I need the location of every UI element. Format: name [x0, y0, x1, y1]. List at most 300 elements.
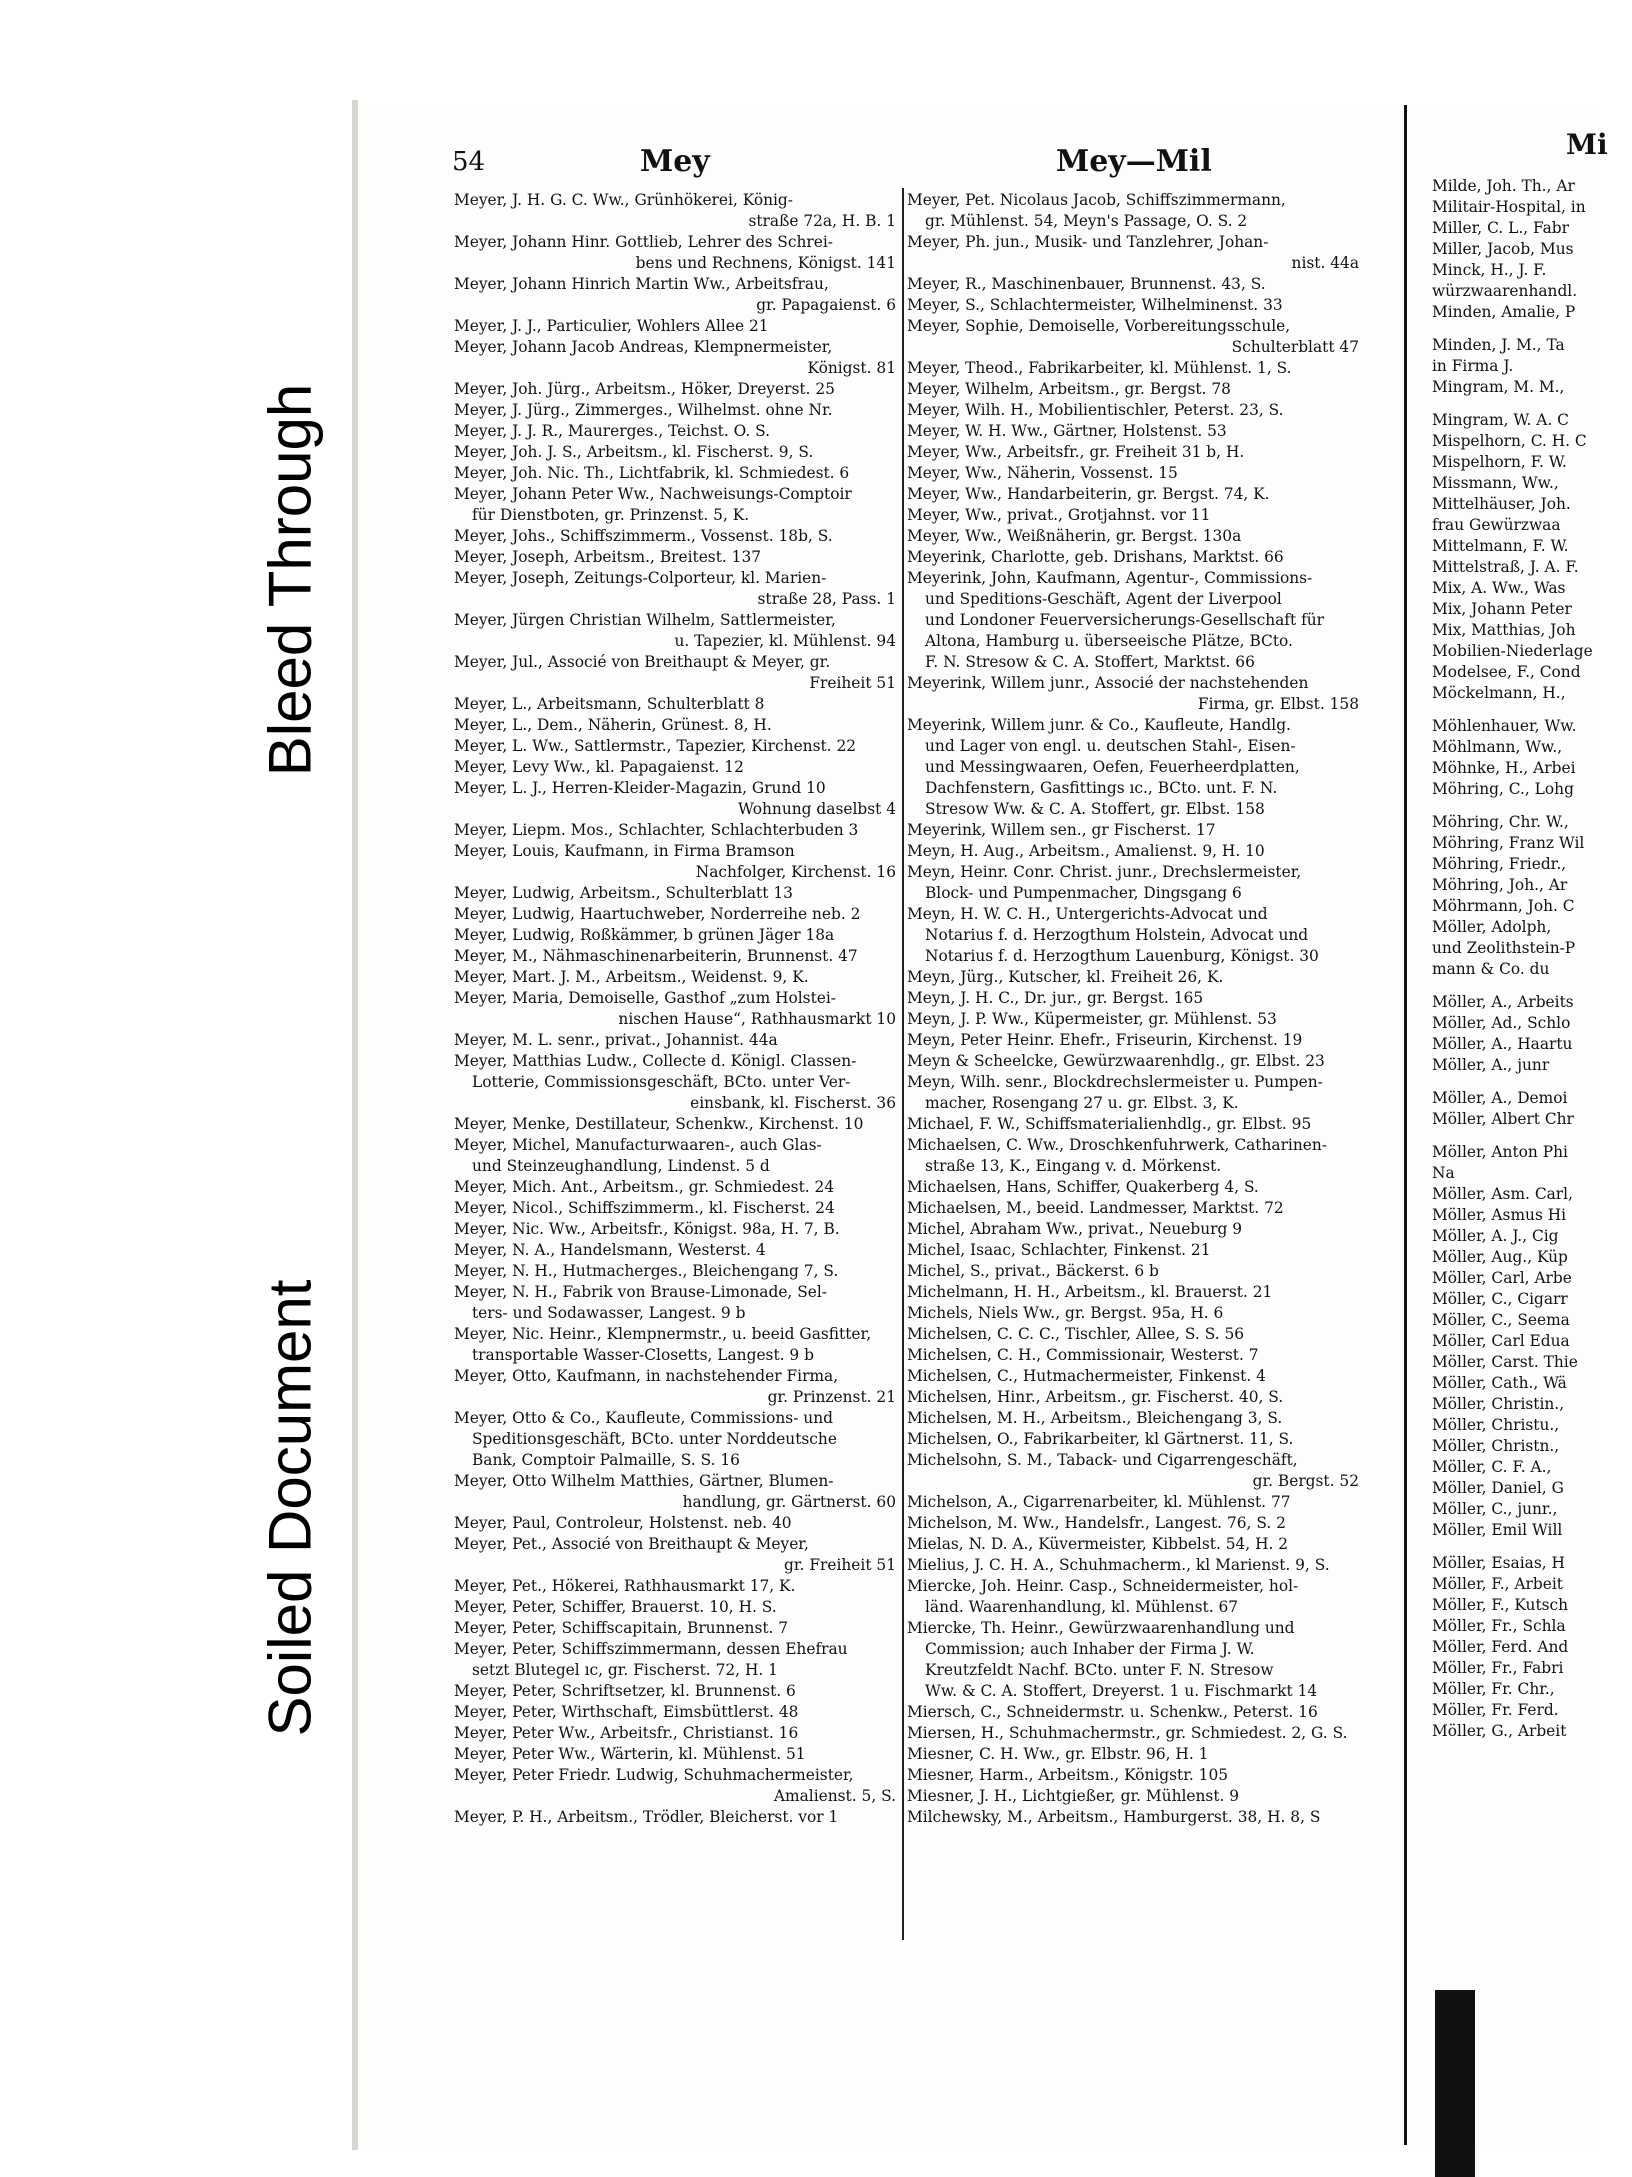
next-page-line: Möller, Christin., — [1432, 1395, 1565, 1413]
entry-line: Meyerink, Willem junr., Associé der nachstehenden — [907, 674, 1309, 692]
next-page-line: Möller, Fr., Fabri — [1432, 1659, 1564, 1677]
entry-line: Michelsen, Hinr., Arbeitsm., gr. Fischerst. 40, S. — [907, 1388, 1284, 1406]
entry-line: Bank, Comptoir Palmaille, S. S. 16 — [472, 1451, 740, 1469]
next-page-line: Möller, Carl Edua — [1432, 1332, 1570, 1350]
entry-line: Meyer, Peter Friedr. Ludwig, Schuhmachermeister, — [454, 1766, 854, 1784]
directory-entry — [454, 421, 898, 442]
directory-entry — [454, 1765, 898, 1807]
directory-column-right — [907, 190, 1361, 1828]
entry-line: Notarius f. d. Herzogthum Holstein, Advocat und — [925, 926, 1309, 944]
entry-line: Meyer, Ludwig, Arbeitsm., Schulterblatt 13 — [454, 884, 793, 902]
directory-entry — [907, 1198, 1361, 1219]
next-page-line — [1432, 398, 1632, 410]
directory-entry — [907, 358, 1361, 379]
next-page-column — [1432, 176, 1632, 1742]
entry-line: Meyer, Peter Ww., Arbeitsfr., Christianst. 16 — [454, 1724, 799, 1742]
directory-entry — [907, 1534, 1361, 1555]
directory-entry — [907, 862, 1361, 904]
entry-line: Wohnung daselbst 4 — [737, 800, 896, 818]
directory-entry — [454, 1471, 898, 1513]
next-page-line: Modelsee, F., Cond — [1432, 663, 1581, 681]
next-page-line: Möhring, Chr. W., — [1432, 813, 1569, 831]
entry-line: Meyer, N. A., Handelsmann, Westerst. 4 — [454, 1241, 766, 1259]
entry-line: Meyer, Joh. Jürg., Arbeitsm., Höker, Dreyerst. 25 — [454, 380, 835, 398]
entry-line: handlung, gr. Gärtnerst. 60 — [682, 1493, 896, 1511]
directory-entry — [454, 694, 898, 715]
next-page-line: Möller, Albert Chr — [1432, 1110, 1574, 1128]
directory-entry — [454, 337, 898, 379]
directory-entry — [907, 1387, 1361, 1408]
next-page-line: Miller, C. L., Fabr — [1432, 219, 1570, 237]
entry-line: Meyer, Peter Ww., Wärterin, kl. Mühlenst. 51 — [454, 1745, 806, 1763]
entry-line: Notarius f. d. Herzogthum Lauenburg, Königst. 30 — [925, 947, 1319, 965]
next-page-line: und Zeolithstein-P — [1432, 939, 1576, 957]
entry-line: Meyer, Nic. Ww., Arbeitsfr., Königst. 98a, H. 7, B. — [454, 1220, 840, 1238]
entry-line: Meyerink, Willem sen., gr Fischerst. 17 — [907, 821, 1216, 839]
entry-line: und Messingwaaren, Oefen, Feuerheerdplatten, — [925, 758, 1300, 776]
directory-entry — [907, 442, 1361, 463]
entry-line: Altona, Hamburg u. überseeische Plätze, BCto. — [925, 632, 1293, 650]
entry-line: Meyer, Wilhelm, Arbeitsm., gr. Bergst. 78 — [907, 380, 1231, 398]
directory-entry — [907, 1303, 1361, 1324]
entry-line: Schulterblatt 47 — [1231, 338, 1359, 356]
entry-line: und Speditions-Geschäft, Agent der Liverpool — [925, 590, 1282, 608]
directory-entry — [454, 1723, 898, 1744]
entry-line: Meyer, Maria, Demoiselle, Gasthof „zum Holstei- — [454, 989, 836, 1007]
directory-entry — [907, 1114, 1361, 1135]
directory-entry — [454, 778, 898, 820]
entry-line: Meyer, Johann Hinr. Gottlieb, Lehrer des Schrei- — [454, 233, 833, 251]
next-page-line: Möller, Fr. Ferd. — [1432, 1701, 1559, 1719]
entry-line: Meyer, Pet., Hökerei, Rathhausmarkt 17, K. — [454, 1577, 796, 1595]
entry-line: Firma, gr. Elbst. 158 — [1197, 695, 1359, 713]
entry-line: Stresow Ww. & C. A. Stoffert, gr. Elbst. 158 — [925, 800, 1265, 818]
directory-entry — [454, 1618, 898, 1639]
directory-entry — [454, 925, 898, 946]
directory-entry — [454, 379, 898, 400]
next-page-line: Möller, Cath., Wä — [1432, 1374, 1567, 1392]
entry-line: Meyer, M. L. senr., privat., Johannist. 44a — [454, 1031, 778, 1049]
directory-entry — [907, 1555, 1361, 1576]
directory-entry — [454, 274, 898, 316]
entry-line: Meyer, Ludwig, Roßkämmer, b grünen Jäger 18a — [454, 926, 835, 944]
directory-entry — [454, 652, 898, 694]
entry-line: und Lager von engl. u. deutschen Stahl-, Eisen- — [925, 737, 1296, 755]
entry-line: Meyer, J. J., Particulier, Wohlers Allee 21 — [454, 317, 769, 335]
directory-entry — [454, 715, 898, 736]
entry-line: Michelmann, H. H., Arbeitsm., kl. Brauerst. 21 — [907, 1283, 1273, 1301]
entry-line: Michaelsen, Hans, Schiffer, Quakerberg 4, S. — [907, 1178, 1259, 1196]
next-page-line — [1432, 980, 1632, 992]
directory-entry — [907, 1786, 1361, 1807]
next-page-line: Miller, Jacob, Mus — [1432, 240, 1574, 258]
entry-line: Meyer, S., Schlachtermeister, Wilhelminenst. 33 — [907, 296, 1283, 314]
directory-entry — [907, 1009, 1361, 1030]
directory-entry — [907, 988, 1361, 1009]
entry-line: Meyn, Jürg., Kutscher, kl. Freiheit 26, K. — [907, 968, 1224, 986]
entry-line: Meyer, W. H. Ww., Gärtner, Holstenst. 53 — [907, 422, 1227, 440]
directory-entry — [907, 1765, 1361, 1786]
entry-line: Meyer, Ludwig, Haartuchweber, Norderreihe neb. 2 — [454, 905, 861, 923]
entry-line: Meyer, Matthias Ludw., Collecte d. Königl. Classen- — [454, 1052, 857, 1070]
next-page-line: Möller, Esaias, H — [1432, 1554, 1565, 1572]
entry-line: Meyer, L. Ww., Sattlermstr., Tapezier, Kirchenst. 22 — [454, 737, 857, 755]
entry-line: Michels, Niels Ww., gr. Bergst. 95a, H. 6 — [907, 1304, 1224, 1322]
directory-entry — [454, 1282, 898, 1324]
next-page-line: würzwaarenhandl. — [1432, 282, 1578, 300]
entry-line: Meyerink, Willem junr. & Co., Kaufleute, Handlg. — [907, 716, 1291, 734]
next-page-line: Möhring, Joh., Ar — [1432, 876, 1568, 894]
entry-line: Miesner, Harm., Arbeitsm., Königstr. 105 — [907, 1766, 1229, 1784]
directory-entry — [907, 463, 1361, 484]
next-page-line: Möckelmann, H., — [1432, 684, 1566, 702]
next-page-line: Möller, A., Haartu — [1432, 1035, 1573, 1053]
directory-entry — [907, 484, 1361, 505]
directory-entry — [907, 1492, 1361, 1513]
next-page-line: Möller, A., junr — [1432, 1056, 1550, 1074]
entry-line: Meyer, Sophie, Demoiselle, Vorbereitungsschule, — [907, 317, 1291, 335]
entry-line: Meyer, J. J. R., Maurerges., Teichst. O. S. — [454, 422, 770, 440]
directory-entry — [454, 988, 898, 1030]
directory-entry — [454, 1261, 898, 1282]
directory-entry — [907, 1072, 1361, 1114]
entry-line: Meyer, Ww., Handarbeiterin, gr. Bergst. 74, K. — [907, 485, 1270, 503]
entry-line: Meyer, Otto & Co., Kaufleute, Commissions- und — [454, 1409, 833, 1427]
entry-line: Meyer, Mich. Ant., Arbeitsm., gr. Schmiedest. 24 — [454, 1178, 835, 1196]
entry-line: Meyer, Jul., Associé von Breithaupt & Meyer, gr. — [454, 653, 831, 671]
entry-line: Freiheit 51 — [809, 674, 896, 692]
next-page-line — [1432, 323, 1632, 335]
running-head-next-page: Mi — [1566, 128, 1608, 161]
next-page-line: Möller, Adolph, — [1432, 918, 1552, 936]
entry-line: Meyer, Pet., Associé von Breithaupt & Meyer, — [454, 1535, 809, 1553]
directory-entry — [907, 274, 1361, 295]
next-page-line: frau Gewürzwaa — [1432, 516, 1561, 534]
next-page-line: Mix, A. Ww., Was — [1432, 579, 1566, 597]
next-page-line: Möller, Anton Phi — [1432, 1143, 1568, 1161]
next-page-line: Mingram, M. M., — [1432, 378, 1565, 396]
soiled-document-label-box — [244, 1205, 336, 1810]
entry-line: Meyer, M., Nähmaschinenarbeiterin, Brunnenst. 47 — [454, 947, 858, 965]
directory-entry — [907, 1744, 1361, 1765]
next-page-line: Möller, Christu., — [1432, 1416, 1560, 1434]
next-page-line: Na — [1432, 1164, 1455, 1182]
entry-line: Michel, S., privat., Bäckerst. 6 b — [907, 1262, 1159, 1280]
directory-entry — [454, 463, 898, 484]
directory-entry — [907, 715, 1361, 820]
next-page-line: Möller, G., Arbeit — [1432, 1722, 1567, 1740]
directory-entry — [907, 190, 1361, 232]
entry-line: Meyerink, John, Kaufmann, Agentur-, Commissions- — [907, 569, 1313, 587]
next-page-line: Mingram, W. A. C — [1432, 411, 1569, 429]
entry-line: Miersch, C., Schneidermstr. u. Schenkw., Peterst. 16 — [907, 1703, 1318, 1721]
page-gutter — [1404, 105, 1407, 2145]
entry-line: Meyer, Ww., Weißnäherin, gr. Bergst. 130a — [907, 527, 1242, 545]
directory-entry — [907, 904, 1361, 967]
bleed-through-label: Bleed Through — [256, 383, 324, 777]
entry-line: Meyer, Jürgen Christian Wilhelm, Sattlermeister, — [454, 611, 836, 629]
entry-line: gr. Freiheit 51 — [784, 1556, 896, 1574]
directory-entry — [907, 1219, 1361, 1240]
directory-entry — [907, 421, 1361, 442]
entry-line: u. Tapezier, kl. Mühlenst. 94 — [674, 632, 896, 650]
directory-entry — [907, 547, 1361, 568]
entry-line: Meyer, L., Dem., Näherin, Grünest. 8, H. — [454, 716, 772, 734]
directory-entry — [454, 1177, 898, 1198]
entry-line: Miersen, H., Schuhmachermstr., gr. Schmiedest. 2, G. S. — [907, 1724, 1348, 1742]
directory-entry — [454, 967, 898, 988]
entry-line: Meyn & Scheelcke, Gewürzwaarenhdlg., gr. Elbst. 23 — [907, 1052, 1325, 1070]
next-page-line: Militair-Hospital, in — [1432, 198, 1586, 216]
next-page-line: Möller, Christn., — [1432, 1437, 1560, 1455]
entry-line: Meyer, Louis, Kaufmann, in Firma Bramson — [454, 842, 795, 860]
next-page-line: Möller, C., Cigarr — [1432, 1290, 1568, 1308]
entry-line: Meyer, Pet. Nicolaus Jacob, Schiffszimmermann, — [907, 191, 1286, 209]
directory-entry — [907, 1408, 1361, 1429]
entry-line: und Steinzeughandlung, Lindenst. 5 d — [472, 1157, 770, 1175]
entry-line: Michaelsen, M., beeid. Landmesser, Marktst. 72 — [907, 1199, 1284, 1217]
binding-strip — [1435, 1990, 1475, 2177]
entry-line: setzt Blutegel ıc, gr. Fischerst. 72, H. 1 — [472, 1661, 778, 1679]
next-page-line: Möller, Fr. Chr., — [1432, 1680, 1555, 1698]
entry-line: Meyer, N. H., Hutmacherges., Bleichengang 7, S. — [454, 1262, 839, 1280]
directory-entry — [454, 400, 898, 421]
entry-line: Meyer, Ww., Arbeitsfr., gr. Freiheit 31 b, H. — [907, 443, 1245, 461]
next-page-line: Möller, F., Arbeit — [1432, 1575, 1563, 1593]
next-page-line — [1432, 1130, 1632, 1142]
entry-line: Mielas, N. D. A., Küvermeister, Kibbelst. 54, H. 2 — [907, 1535, 1289, 1553]
directory-entry — [907, 1051, 1361, 1072]
entry-line: Mielius, J. C. H. A., Schuhmacherm., kl Marienst. 9, S. — [907, 1556, 1330, 1574]
entry-line: Meyer, L. J., Herren-Kleider-Magazin, Grund 10 — [454, 779, 826, 797]
entry-line: Michelsen, O., Fabrikarbeiter, kl Gärtnerst. 11, S. — [907, 1430, 1294, 1448]
entry-line: Dachfenstern, Gasfittings ıc., BCto. unt. F. N. — [925, 779, 1278, 797]
entry-line: Nachfolger, Kirchenst. 16 — [695, 863, 896, 881]
entry-line: Meyn, J. H. C., Dr. jur., gr. Bergst. 165 — [907, 989, 1204, 1007]
entry-line: Meyer, Peter, Schiffszimmermann, dessen Ehefrau — [454, 1640, 848, 1658]
entry-line: länd. Waarenhandlung, kl. Mühlenst. 67 — [925, 1598, 1239, 1616]
directory-entry — [907, 526, 1361, 547]
directory-entry — [907, 673, 1361, 715]
directory-entry — [907, 568, 1361, 673]
running-head-right: Mey—Mil — [1056, 144, 1212, 179]
entry-line: Meyn, H. W. C. H., Untergerichts-Advocat und — [907, 905, 1268, 923]
next-page-line: Möller, Ad., Schlo — [1432, 1014, 1571, 1032]
entry-line: Lotterie, Commissionsgeschäft, BCto. unter Ver- — [472, 1073, 851, 1091]
directory-entry — [907, 1324, 1361, 1345]
entry-line: einsbank, kl. Fischerst. 36 — [690, 1094, 896, 1112]
entry-line: Meyn, J. P. Ww., Küpermeister, gr. Mühlenst. 53 — [907, 1010, 1277, 1028]
entry-line: Michelsen, C. H., Commissionair, Westerst. 7 — [907, 1346, 1259, 1364]
directory-entry — [907, 1723, 1361, 1744]
entry-line: Meyer, Joh. Nic. Th., Lichtfabrik, kl. Schmiedest. 6 — [454, 464, 850, 482]
directory-entry — [907, 967, 1361, 988]
directory-entry — [907, 1366, 1361, 1387]
next-page-line: Minck, H., J. F. — [1432, 261, 1547, 279]
entry-line: Meyn, Peter Heinr. Ehefr., Friseurin, Kirchenst. 19 — [907, 1031, 1303, 1049]
entry-line: Meyer, Michel, Manufacturwaaren-, auch Glas- — [454, 1136, 822, 1154]
next-page-line: Möller, C. F. A., — [1432, 1458, 1552, 1476]
next-page-line: Missmann, Ww., — [1432, 474, 1559, 492]
entry-line: Königst. 81 — [807, 359, 896, 377]
directory-entry — [454, 442, 898, 463]
entry-line: Meyer, Johann Jacob Andreas, Klempnermeister, — [454, 338, 833, 356]
entry-line: Meyer, Johann Peter Ww., Nachweisungs-Comptoir — [454, 485, 852, 503]
entry-line: Michelsen, C., Hutmachermeister, Finkenst. 4 — [907, 1367, 1266, 1385]
entry-line: Block- und Pumpenmacher, Dingsgang 6 — [925, 884, 1242, 902]
directory-entry — [907, 1345, 1361, 1366]
bleed-through-label-box — [244, 300, 336, 860]
next-page-line: Möhrmann, Joh. C — [1432, 897, 1575, 915]
entry-line: Meyer, J. Jürg., Zimmerges., Wilhelmst. ohne Nr. — [454, 401, 833, 419]
entry-line: Miesner, J. H., Lichtgießer, gr. Mühlenst. 9 — [907, 1787, 1240, 1805]
entry-line: straße 13, K., Eingang v. d. Mörkenst. — [925, 1157, 1222, 1175]
next-page-line: Möller, Ferd. And — [1432, 1638, 1569, 1656]
entry-line: gr. Bergst. 52 — [1252, 1472, 1359, 1490]
entry-line: Meyer, L., Arbeitsmann, Schulterblatt 8 — [454, 695, 765, 713]
entry-line: Meyer, Theod., Fabrikarbeiter, kl. Mühlenst. 1, S. — [907, 359, 1292, 377]
directory-entry — [907, 1135, 1361, 1177]
directory-entry — [454, 1051, 898, 1114]
next-page-line: Möller, A., Demoi — [1432, 1089, 1568, 1107]
directory-entry — [454, 757, 898, 778]
next-page-line: Milde, Joh. Th., Ar — [1432, 177, 1575, 195]
next-page-line — [1432, 704, 1632, 716]
next-page-line: Möller, Asmus Hi — [1432, 1206, 1567, 1224]
next-page-line: Mittelstraß, J. A. F. — [1432, 558, 1579, 576]
entry-line: Meyer, Paul, Controleur, Holstenst. neb. 40 — [454, 1514, 792, 1532]
running-head-left: Mey — [640, 144, 710, 179]
directory-entry — [454, 1744, 898, 1765]
soiled-document-label: Soiled Document — [256, 1279, 324, 1736]
directory-entry — [454, 1534, 898, 1576]
directory-entry — [907, 1240, 1361, 1261]
entry-line: Meyer, Peter, Wirthschaft, Eimsbüttlerst. 48 — [454, 1703, 799, 1721]
entry-line: und Londoner Feuerversicherungs-Gesellschaft für — [925, 611, 1325, 629]
entry-line: Amalienst. 5, S. — [773, 1787, 896, 1805]
entry-line: gr. Mühlenst. 54, Meyn's Passage, O. S. 2 — [925, 212, 1248, 230]
directory-entry — [454, 946, 898, 967]
entry-line: Meyer, Levy Ww., kl. Papagaienst. 12 — [454, 758, 744, 776]
directory-entry — [454, 1030, 898, 1051]
next-page-line: Mittelmann, F. W. — [1432, 537, 1569, 555]
next-page-line: Möller, Daniel, G — [1432, 1479, 1564, 1497]
next-page-line: Möller, Asm. Carl, — [1432, 1185, 1573, 1203]
directory-entry — [454, 190, 898, 232]
entry-line: Meyer, Ww., Näherin, Vossenst. 15 — [907, 464, 1178, 482]
entry-line: Meyer, Joseph, Arbeitsm., Breitest. 137 — [454, 548, 762, 566]
entry-line: Meyer, P. H., Arbeitsm., Trödler, Bleicherst. vor 1 — [454, 1808, 839, 1826]
entry-line: Miercke, Th. Heinr., Gewürzwaarenhandlung und — [907, 1619, 1295, 1637]
entry-line: Meyer, Joh. J. S., Arbeitsm., kl. Fischerst. 9, S. — [454, 443, 814, 461]
next-page-line: Möller, F., Kutsch — [1432, 1596, 1569, 1614]
next-page-line: Möhlenhauer, Ww. — [1432, 717, 1577, 735]
entry-line: straße 28, Pass. 1 — [757, 590, 896, 608]
entry-line: Michelsohn, S. M., Taback- und Cigarrengeschäft, — [907, 1451, 1298, 1469]
entry-line: gr. Prinzenst. 21 — [767, 1388, 896, 1406]
directory-entry — [454, 1324, 898, 1366]
next-page-line: Mispelhorn, C. H. C — [1432, 432, 1587, 450]
entry-line: für Dienstboten, gr. Prinzenst. 5, K. — [472, 506, 750, 524]
directory-entry — [454, 841, 898, 883]
directory-entry — [454, 1135, 898, 1177]
directory-entry — [907, 1261, 1361, 1282]
column-divider — [902, 188, 904, 1940]
directory-entry — [454, 1240, 898, 1261]
next-page-line: Mobilien-Niederlage — [1432, 642, 1593, 660]
directory-entry — [454, 1681, 898, 1702]
directory-entry — [454, 316, 898, 337]
entry-line: nischen Hause“, Rathhausmarkt 10 — [618, 1010, 896, 1028]
next-page-line: Möhlmann, Ww., — [1432, 738, 1563, 756]
next-page-line: Mix, Johann Peter — [1432, 600, 1572, 618]
entry-line: Meyn, Wilh. senr., Blockdrechslermeister u. Pumpen- — [907, 1073, 1323, 1091]
directory-entry — [907, 1513, 1361, 1534]
entry-line: Michel, Abraham Ww., privat., Neueburg 9 — [907, 1220, 1243, 1238]
next-page-line: Möller, C., Seema — [1432, 1311, 1570, 1329]
entry-line: Michel, Isaac, Schlachter, Finkenst. 21 — [907, 1241, 1211, 1259]
next-page-line: Mispelhorn, F. W. — [1432, 453, 1567, 471]
directory-entry — [907, 316, 1361, 358]
directory-entry — [907, 1450, 1361, 1492]
entry-line: Commission; auch Inhaber der Firma J. W. — [925, 1640, 1255, 1658]
directory-entry — [454, 1114, 898, 1135]
entry-line: nist. 44a — [1291, 254, 1359, 272]
entry-line: Kreutzfeldt Nachf. BCto. unter F. N. Stresow — [925, 1661, 1274, 1679]
next-page-line: Möller, Aug., Küp — [1432, 1248, 1568, 1266]
entry-line: Michelsen, M. H., Arbeitsm., Bleichengang 3, S. — [907, 1409, 1283, 1427]
directory-entry — [454, 1513, 898, 1534]
next-page-line: Mittelhäuser, Joh. — [1432, 495, 1571, 513]
directory-entry — [454, 1576, 898, 1597]
next-page-line: Möhring, Friedr., — [1432, 855, 1567, 873]
directory-entry — [907, 1429, 1361, 1450]
entry-line: Meyer, R., Maschinenbauer, Brunnenst. 43, S. — [907, 275, 1266, 293]
directory-entry — [907, 1576, 1361, 1618]
entry-line: Ww. & C. A. Stoffert, Dreyerst. 1 u. Fischmarkt 14 — [925, 1682, 1318, 1700]
entry-line: Miercke, Joh. Heinr. Casp., Schneidermeister, hol- — [907, 1577, 1299, 1595]
entry-line: Meyer, Peter, Schriftsetzer, kl. Brunnenst. 6 — [454, 1682, 796, 1700]
directory-entry — [454, 484, 898, 526]
directory-entry — [454, 610, 898, 652]
directory-entry — [907, 1702, 1361, 1723]
directory-entry — [454, 1366, 898, 1408]
entry-line: F. N. Stresow & C. A. Stoffert, Marktst. 66 — [925, 653, 1255, 671]
next-page-line: Möller, Fr., Schla — [1432, 1617, 1566, 1635]
directory-entry — [454, 883, 898, 904]
entry-line: Meyer, Mart. J. M., Arbeitsm., Weidenst. 9, K. — [454, 968, 809, 986]
entry-line: Meyer, Johann Hinrich Martin Ww., Arbeitsfrau, — [454, 275, 829, 293]
directory-entry — [907, 1618, 1361, 1702]
entry-line: macher, Rosengang 27 u. gr. Elbst. 3, K. — [925, 1094, 1239, 1112]
directory-entry — [454, 1639, 898, 1681]
entry-line: Meyn, H. Aug., Arbeitsm., Amalienst. 9, H. 10 — [907, 842, 1265, 860]
directory-entry — [907, 400, 1361, 421]
directory-entry — [907, 1030, 1361, 1051]
entry-line: Meyer, Liepm. Mos., Schlachter, Schlachterbuden 3 — [454, 821, 859, 839]
directory-entry — [454, 1807, 898, 1828]
entry-line: Meyerink, Charlotte, geb. Drishans, Marktst. 66 — [907, 548, 1284, 566]
entry-line: Meyer, Ww., privat., Grotjahnst. vor 11 — [907, 506, 1211, 524]
directory-entry — [454, 1702, 898, 1723]
entry-line: Meyer, Otto Wilhelm Matthies, Gärtner, Blumen- — [454, 1472, 834, 1490]
next-page-line: Möhring, C., Lohg — [1432, 780, 1574, 798]
entry-line: Meyer, Peter, Schiffscapitain, Brunnenst. 7 — [454, 1619, 789, 1637]
directory-entry — [454, 232, 898, 274]
entry-line: straße 72a, H. B. 1 — [748, 212, 896, 230]
entry-line: Michelson, A., Cigarrenarbeiter, kl. Mühlenst. 77 — [907, 1493, 1291, 1511]
entry-line: Meyer, N. H., Fabrik von Brause-Limonade, Sel- — [454, 1283, 827, 1301]
